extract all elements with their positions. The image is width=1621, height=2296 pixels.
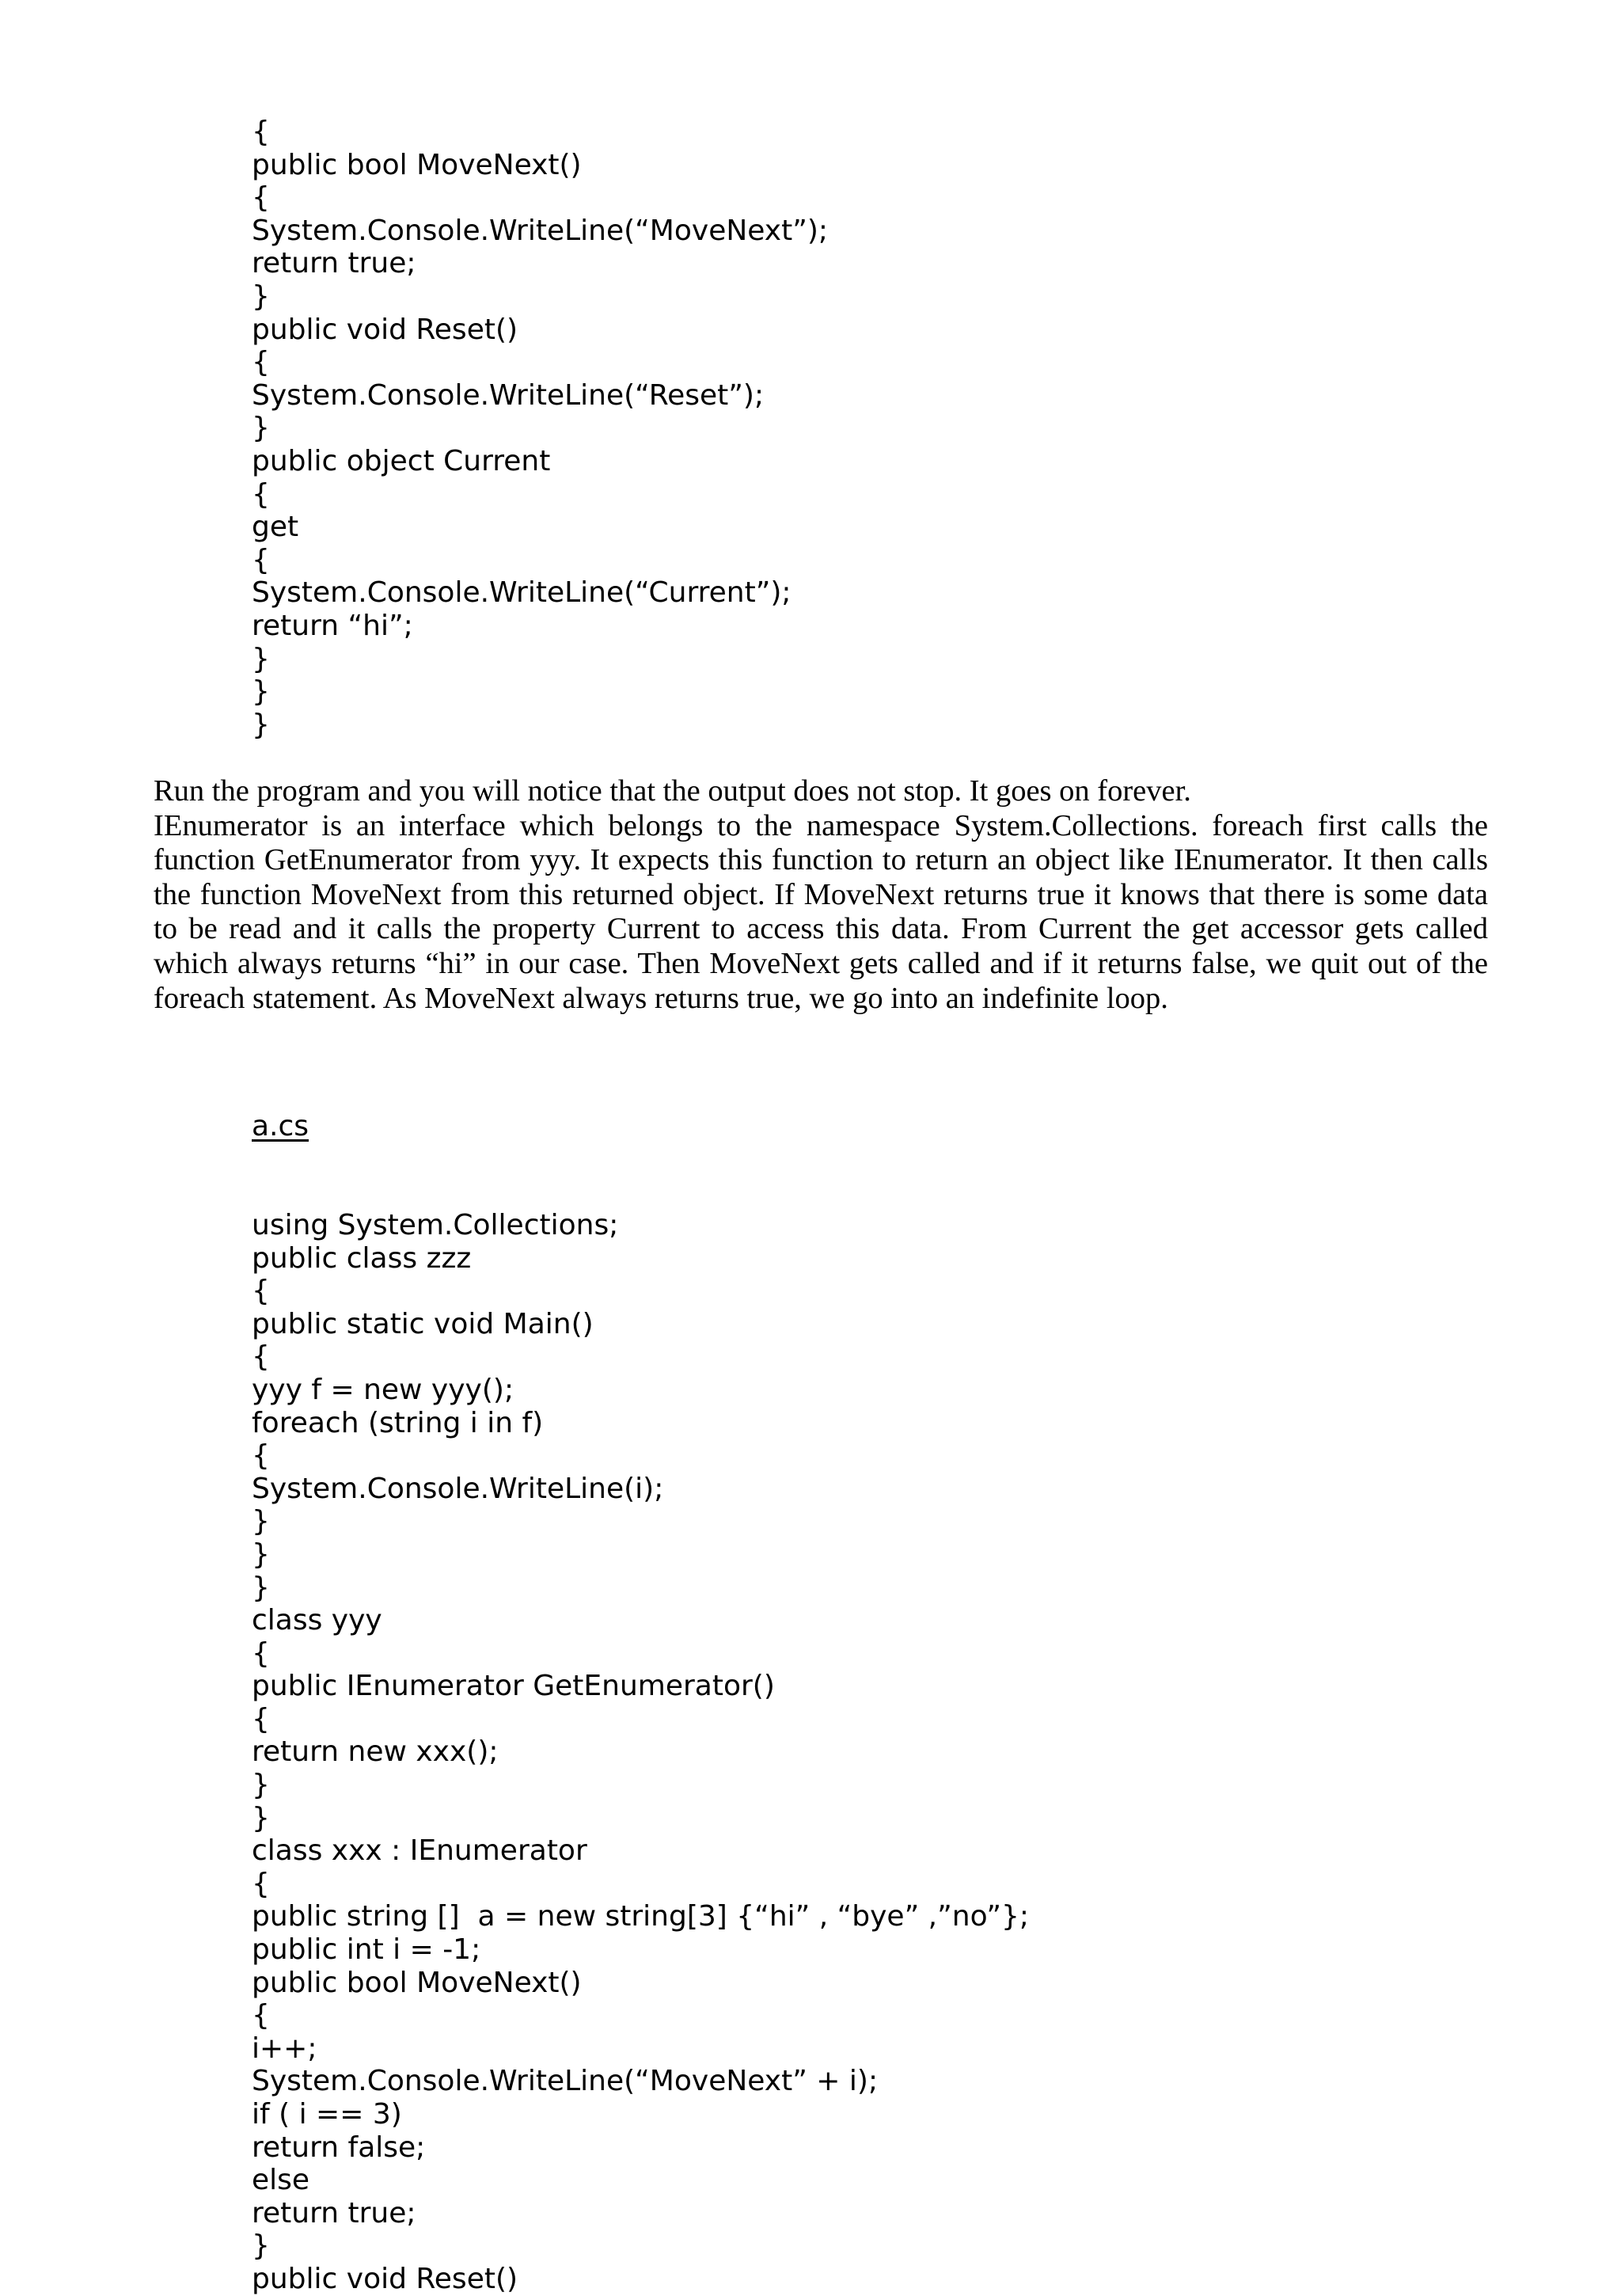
explanation-text xyxy=(154,774,1488,1016)
code-line: System.Console.WriteLine(“Current”); xyxy=(252,576,792,610)
code-line: { xyxy=(252,1702,270,1735)
code-line: } xyxy=(252,1571,270,1604)
code-line: System.Console.WriteLine(“MoveNext” + i); xyxy=(252,2065,879,2098)
code-line: public bool MoveNext() xyxy=(252,148,582,181)
code-line: public string [] a = new string[3] {“hi” , “bye” ,”no”}; xyxy=(252,1900,1030,1933)
code-line: { xyxy=(252,1636,270,1670)
code-line: class xxx : IEnumerator xyxy=(252,1834,587,1868)
code-line: } xyxy=(252,708,270,741)
code-line: public bool MoveNext() xyxy=(252,1966,582,1999)
explanation-line: Run the program and you will notice that the output does not stop. It goes on forever. xyxy=(154,774,1191,808)
code-line: return true; xyxy=(252,247,416,280)
code-line: { xyxy=(252,543,270,576)
code-line: public void Reset() xyxy=(252,313,518,346)
code-line: } xyxy=(252,642,270,675)
code-line: { xyxy=(252,1439,270,1473)
code-line: } xyxy=(252,1801,270,1834)
code-line: { xyxy=(252,477,270,511)
code-line: public class zzz xyxy=(252,1241,472,1275)
code-line: System.Console.WriteLine(“Reset”); xyxy=(252,378,765,412)
code-line: } xyxy=(252,412,270,445)
code-filename: a.cs xyxy=(252,1110,309,1143)
code-line: if ( i == 3) xyxy=(252,2098,402,2131)
code-line: } xyxy=(252,1769,270,1802)
code-line: public object Current xyxy=(252,444,551,477)
code-line: return “hi”; xyxy=(252,609,413,642)
code-line: yyy f = new yyy(); xyxy=(252,1373,514,1406)
code-line: } xyxy=(252,675,270,709)
code-line: public static void Main() xyxy=(252,1307,594,1340)
code-line: } xyxy=(252,1538,270,1571)
code-line: { xyxy=(252,1999,270,2032)
code-line: { xyxy=(252,1275,270,1308)
code-line: using System.Collections; xyxy=(252,1208,619,1241)
code-line: System.Console.WriteLine(“MoveNext”); xyxy=(252,214,829,247)
code-line: get xyxy=(252,511,299,544)
code-line: { xyxy=(252,181,270,215)
code-line: public IEnumerator GetEnumerator() xyxy=(252,1670,775,1703)
code-line: i++; xyxy=(252,2032,317,2065)
code-line: System.Console.WriteLine(i); xyxy=(252,1472,664,1505)
code-listing-a-cs xyxy=(252,1044,1029,2296)
code-line: { xyxy=(252,1340,270,1374)
code-line: foreach (string i in f) xyxy=(252,1406,544,1439)
code-line: public int i = -1; xyxy=(252,1933,481,1967)
code-line: return false; xyxy=(252,2131,426,2164)
code-line: public void Reset() xyxy=(252,2262,518,2295)
code-line: return true; xyxy=(252,2196,416,2229)
code-line: } xyxy=(252,279,270,313)
code-line: { xyxy=(252,1867,270,1900)
code-line: { xyxy=(252,346,270,379)
code-line: } xyxy=(252,2229,270,2263)
code-line: { xyxy=(252,116,270,148)
code-line: class yyy xyxy=(252,1604,382,1637)
code-listing-continued xyxy=(252,116,828,741)
code-line: return new xxx(); xyxy=(252,1735,499,1769)
code-line: else xyxy=(252,2164,310,2197)
explanation-paragraph: IEnumerator is an interface which belongs to the namespace System.Collections. foreach first calls the function GetEnumerator from yyy. It expects this function to return an object like IEnumerator. It then calls the function MoveNext from this returned object. If MoveNext returns true it knows that there is some data to be read and it calls the property Current to access this data. From Current the get accessor gets called which always returns “hi” in our case. Then MoveNext gets called and if it returns false, we quit out of the foreach statement. As MoveNext always returns true, we go into an indefinite loop. xyxy=(154,808,1488,1015)
code-line: } xyxy=(252,1505,270,1538)
